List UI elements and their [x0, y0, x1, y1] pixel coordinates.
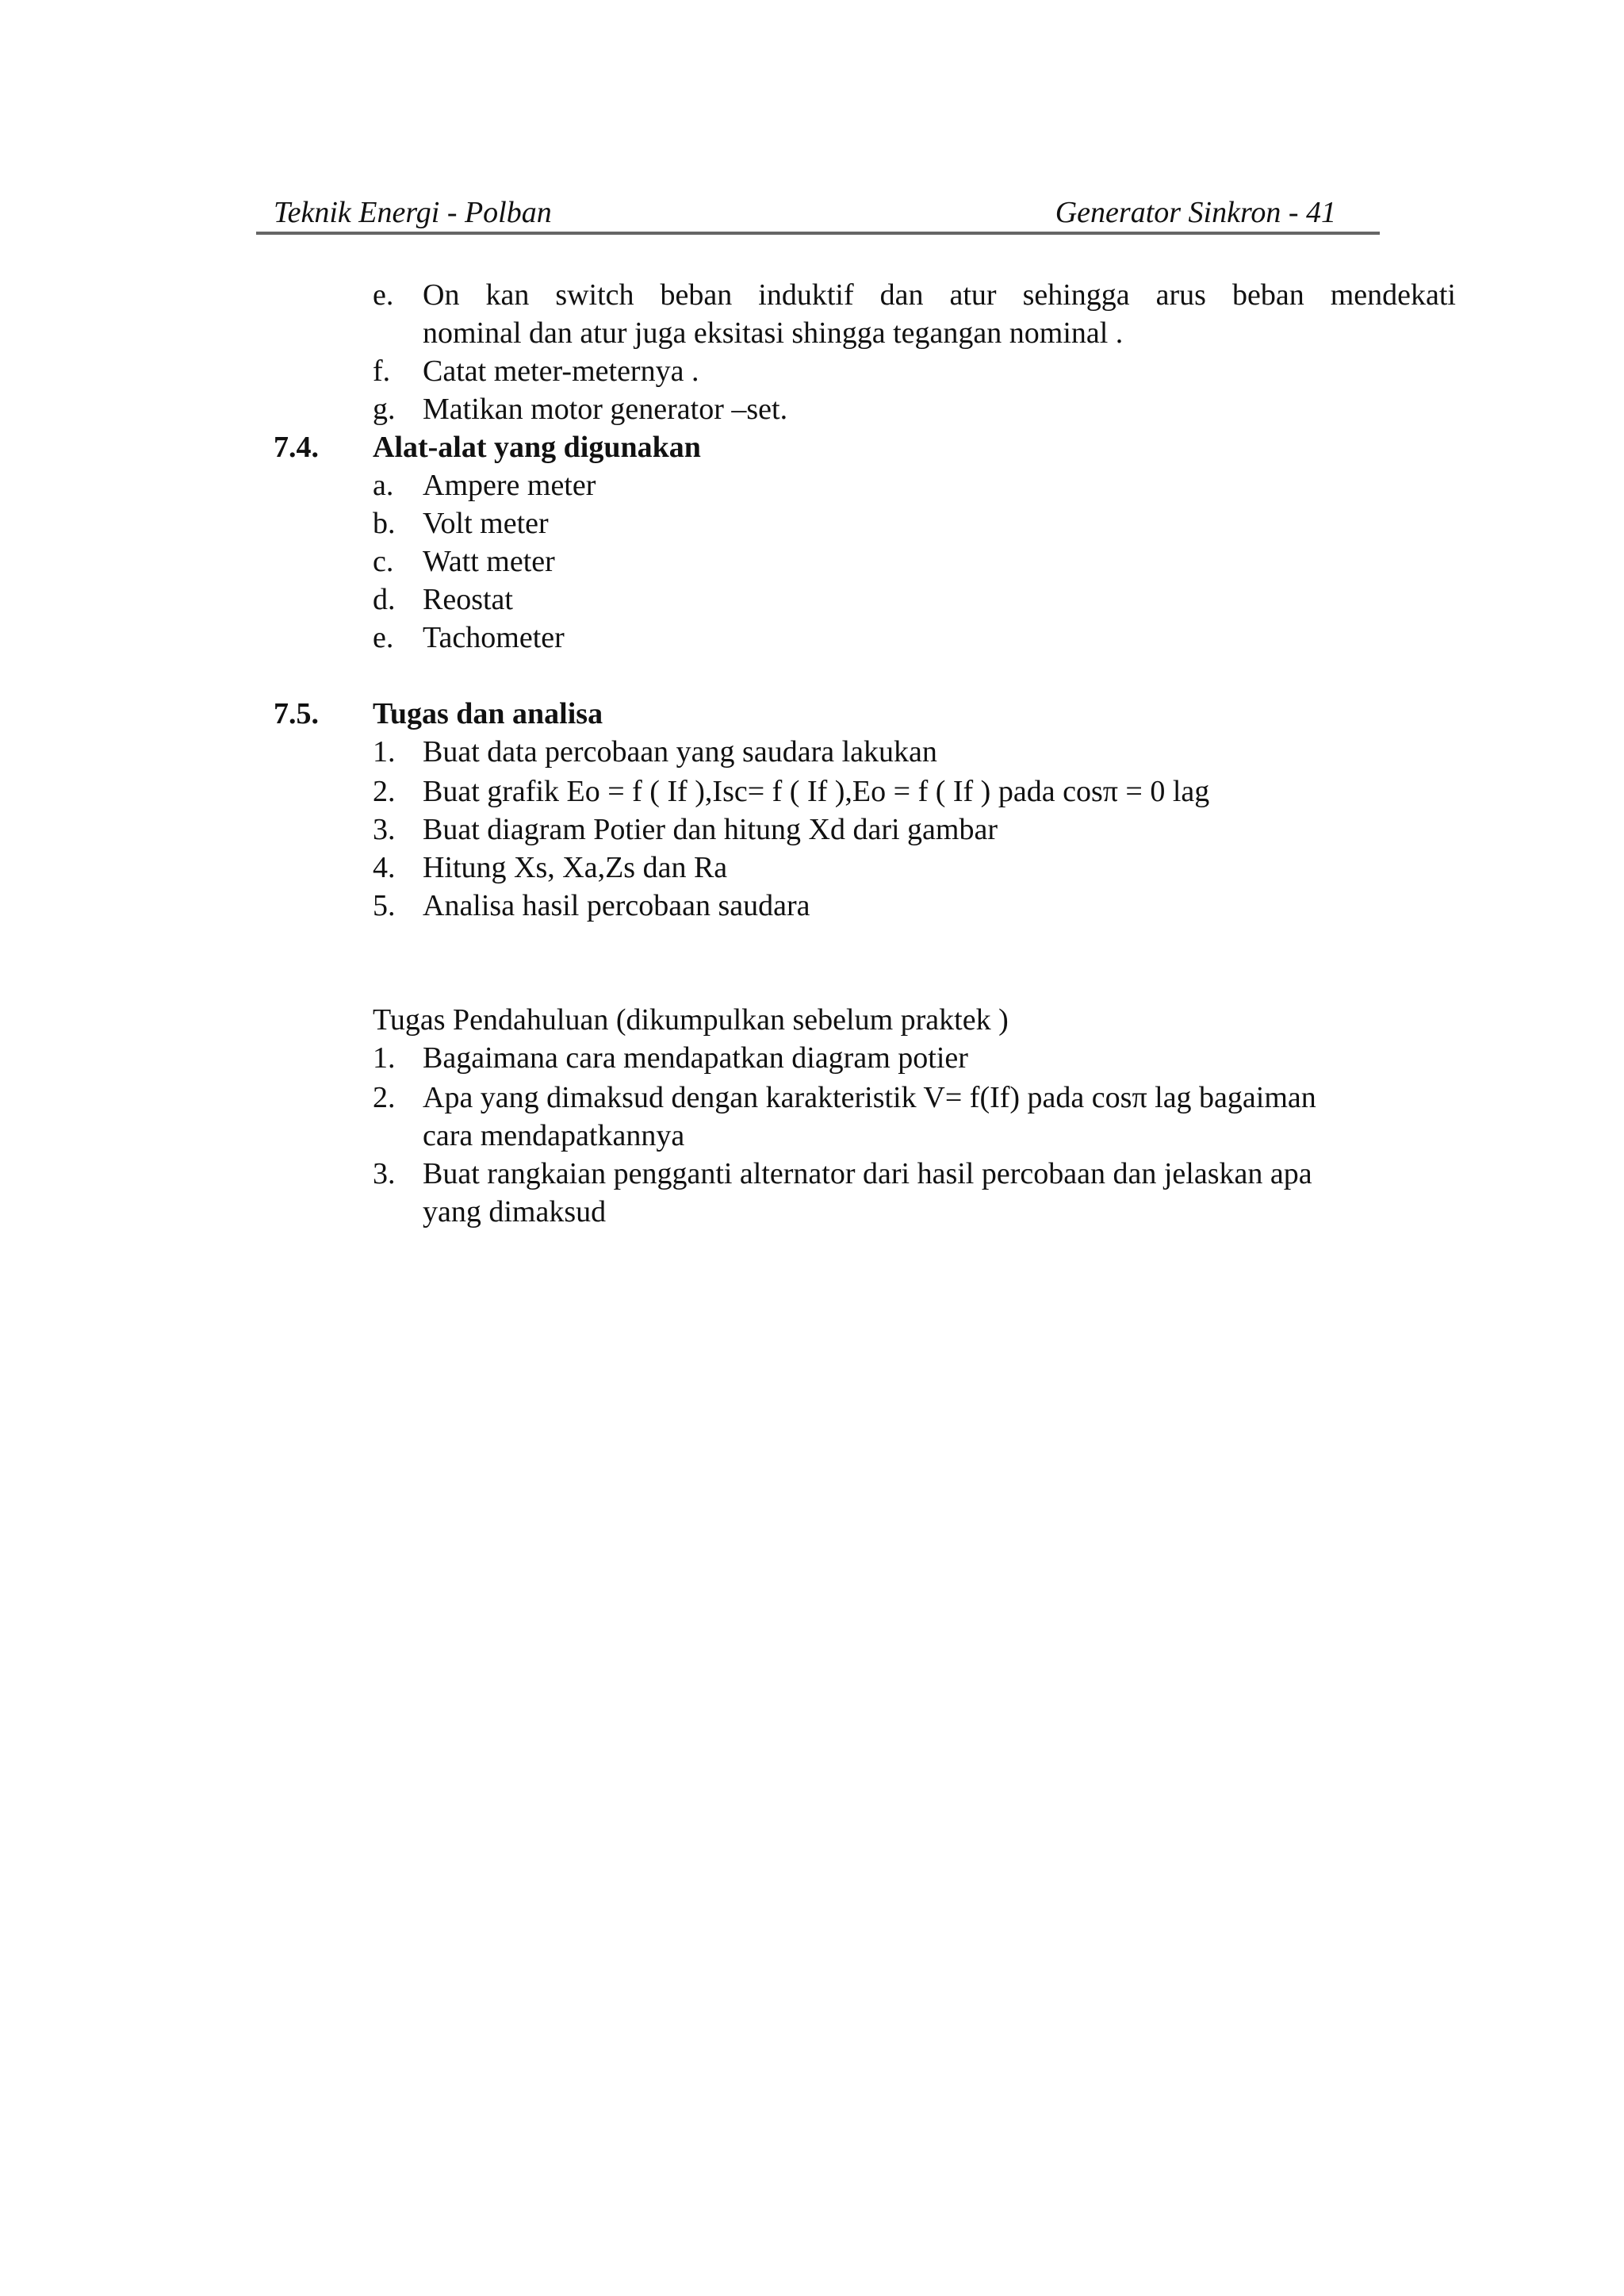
pendahuluan-item-text-continued: yang dimaksud — [423, 1195, 607, 1228]
task-item-text: Hitung Xs, Xa,Zs dan Ra — [423, 851, 728, 884]
section-74-title: Alat-alat yang digunakan — [373, 431, 701, 464]
step-f-text: Catat meter-meternya . — [423, 355, 699, 388]
tool-item-marker: c. — [373, 545, 394, 578]
tool-item-marker: e. — [373, 621, 394, 654]
task-item-marker: 3. — [373, 813, 396, 846]
tool-item-marker: d. — [373, 583, 396, 616]
step-e-line1: On kan switch beban induktif dan atur sehingga arus beban mendekati — [423, 278, 1456, 312]
header-right-text: Generator Sinkron - 41 — [1055, 196, 1336, 229]
task-item-text: Buat grafik Eo = f ( If ),Isc= f ( If ),Eo = f ( If ) pada cosπ = 0 lag — [423, 775, 1210, 808]
task-item-text: Buat diagram Potier dan hitung Xd dari gambar — [423, 813, 998, 846]
pendahuluan-item-marker: 1. — [373, 1041, 396, 1075]
section-75-title: Tugas dan analisa — [373, 697, 603, 730]
tool-item-marker: b. — [373, 507, 396, 540]
task-item-marker: 2. — [373, 775, 396, 808]
pendahuluan-item-marker: 3. — [373, 1157, 396, 1190]
pendahuluan-item-marker: 2. — [373, 1081, 396, 1114]
task-item-text: Analisa hasil percobaan saudara — [423, 889, 810, 922]
tool-item-marker: a. — [373, 469, 394, 502]
section-74-number: 7.4. — [274, 431, 319, 464]
pendahuluan-item-text: Bagaimana cara mendapatkan diagram potier — [423, 1041, 968, 1075]
tool-item-text: Ampere meter — [423, 469, 596, 502]
tool-item-text: Reostat — [423, 583, 513, 616]
page-header — [274, 193, 1336, 232]
header-left-text: Teknik Energi - Polban — [274, 196, 552, 229]
step-f-marker: f. — [373, 355, 391, 388]
task-item-text: Buat data percobaan yang saudara lakukan — [423, 735, 937, 769]
pendahuluan-item-text: Buat rangkaian pengganti alternator dari hasil percobaan dan jelaskan apa — [423, 1157, 1312, 1190]
pendahuluan-item-text-continued: cara mendapatkannya — [423, 1119, 685, 1152]
header-divider — [256, 232, 1380, 235]
tool-item-text: Tachometer — [423, 621, 565, 654]
step-e-line2: nominal dan atur juga eksitasi shingga tegangan nominal . — [423, 316, 1124, 350]
section-75-number: 7.5. — [274, 697, 319, 730]
step-g-marker: g. — [373, 393, 396, 426]
tool-item-text: Volt meter — [423, 507, 549, 540]
pendahuluan-title: Tugas Pendahuluan (dikumpulkan sebelum praktek ) — [373, 1003, 1009, 1037]
task-item-marker: 4. — [373, 851, 396, 884]
tool-item-text: Watt meter — [423, 545, 555, 578]
task-item-marker: 1. — [373, 735, 396, 769]
step-e-marker: e. — [373, 278, 394, 312]
task-item-marker: 5. — [373, 889, 396, 922]
step-g-text: Matikan motor generator –set. — [423, 393, 788, 426]
pendahuluan-item-text: Apa yang dimaksud dengan karakteristik V= f(If) pada cosπ lag bagaiman — [423, 1081, 1316, 1114]
